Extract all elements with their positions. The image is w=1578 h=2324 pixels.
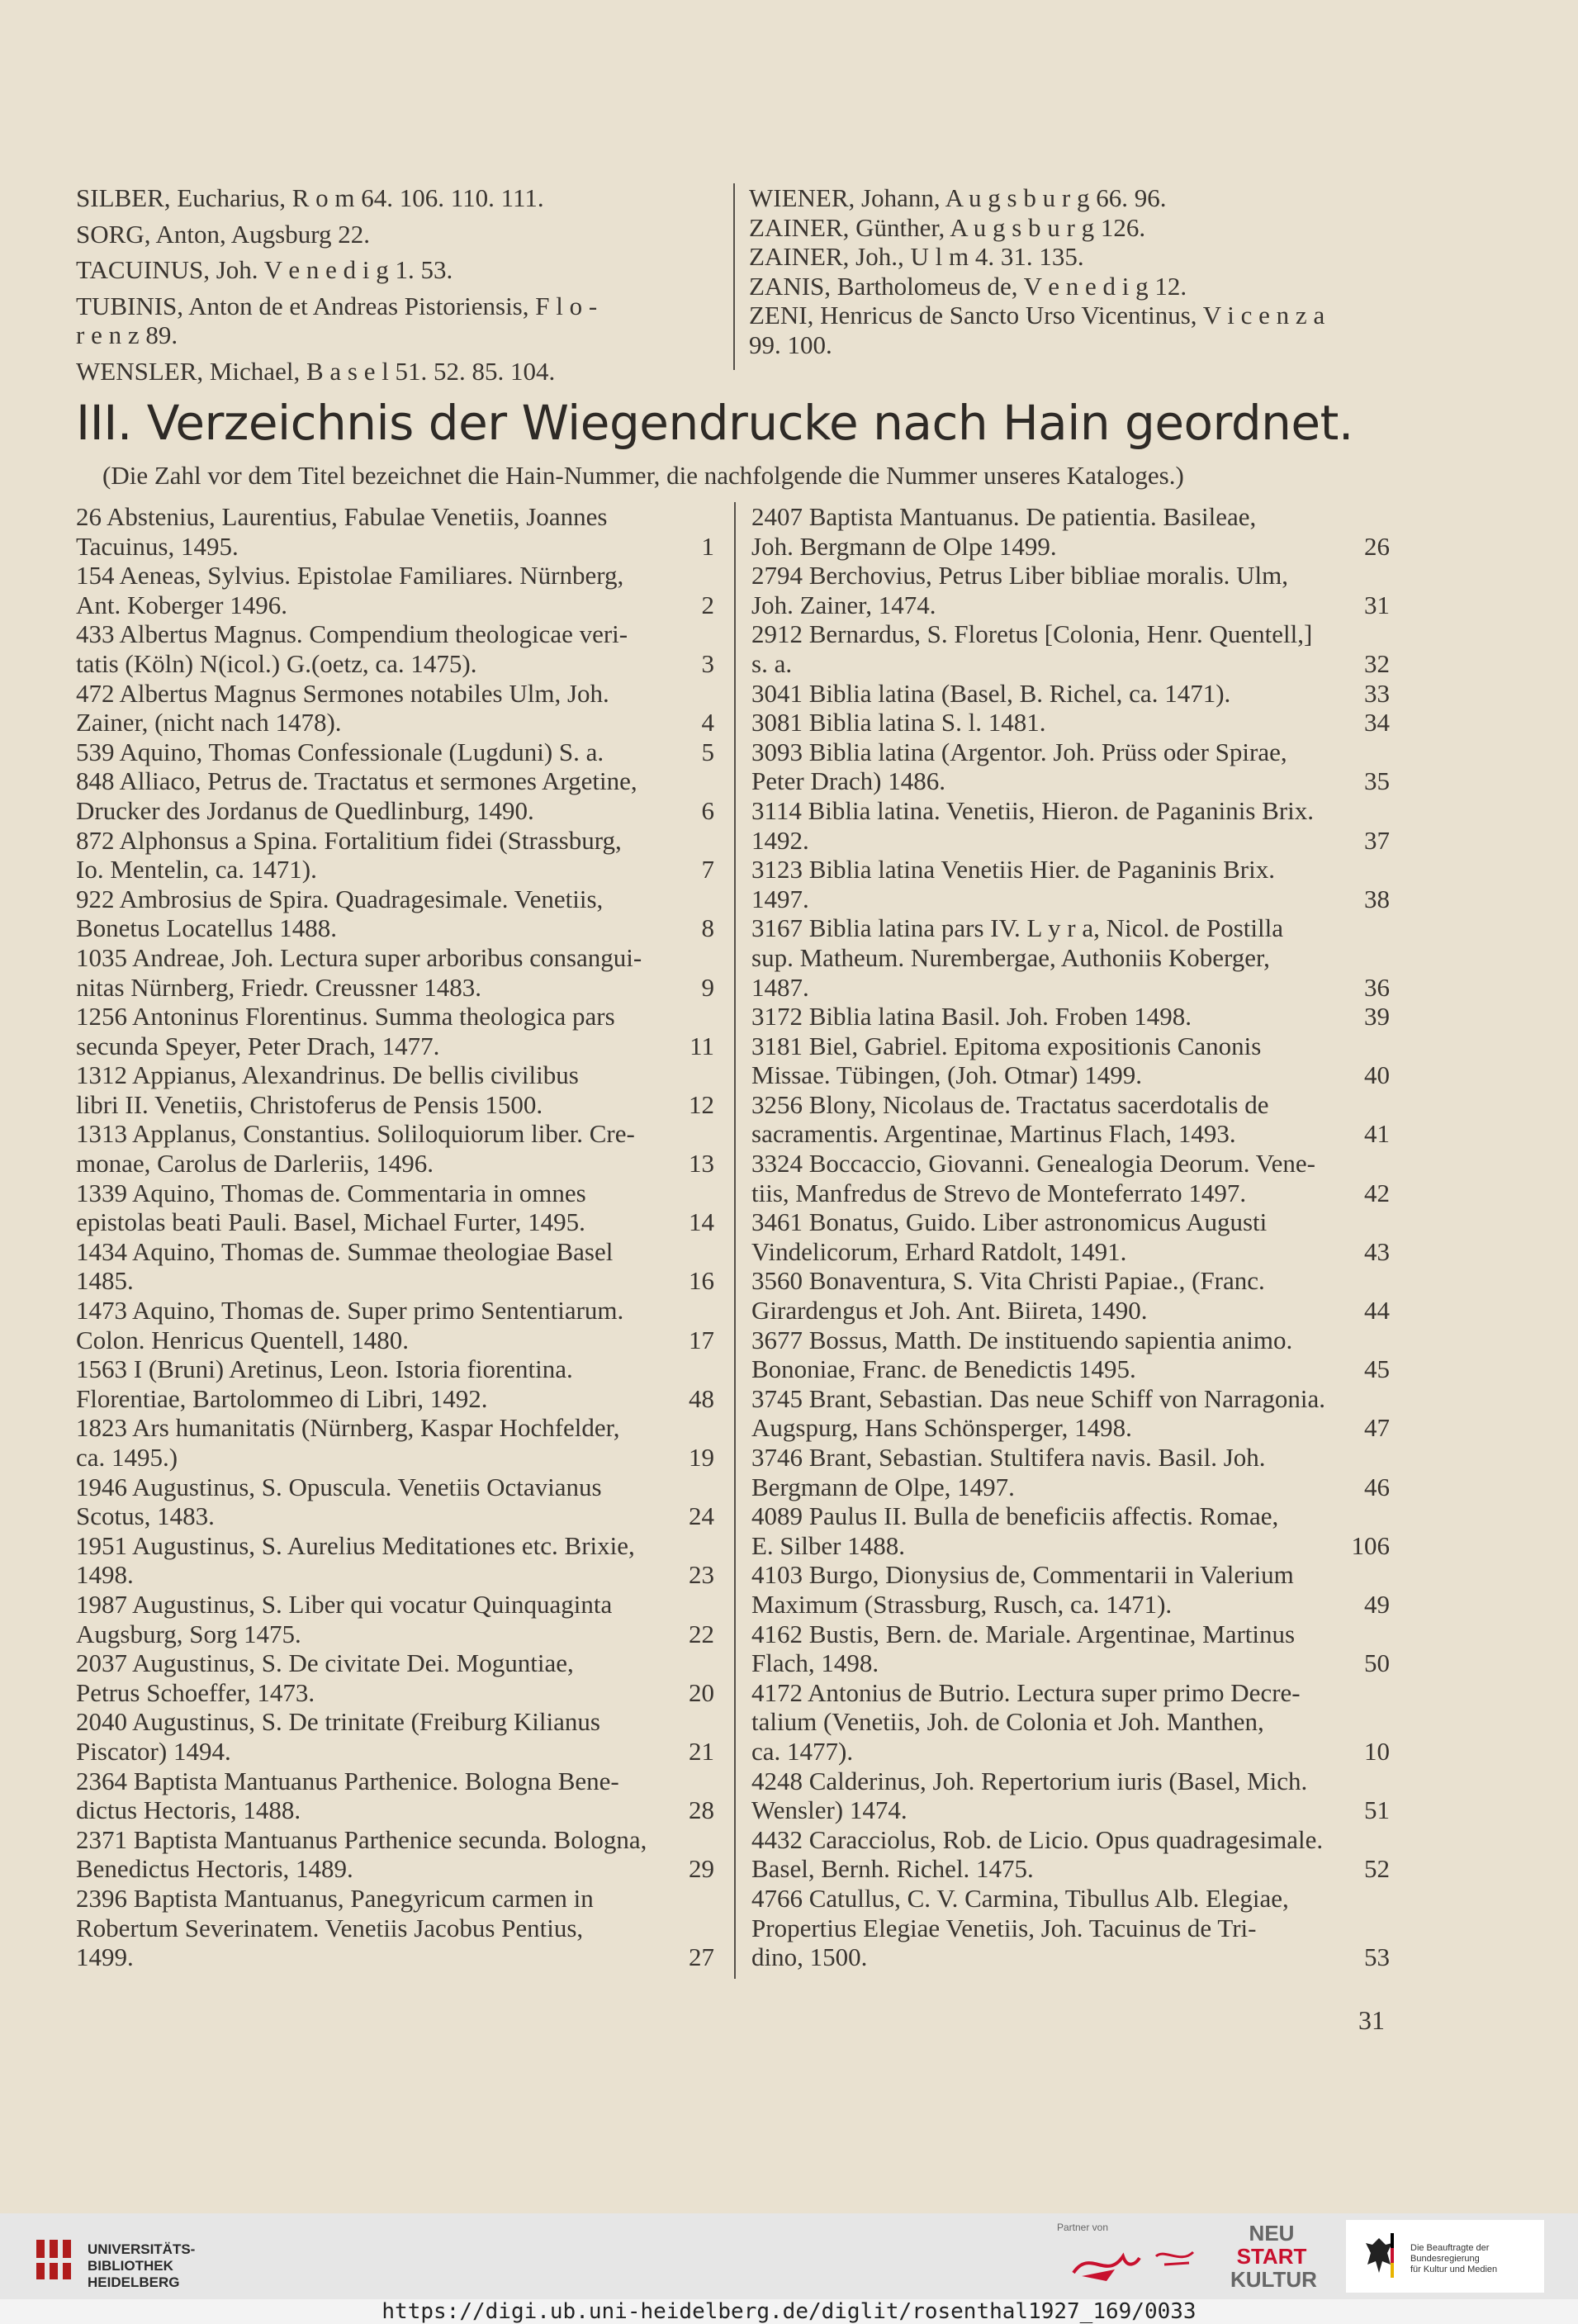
entry-line: 4172 Antonius de Butrio. Lectura super primo Decre- xyxy=(751,1677,1301,1707)
entry-line: E. Silber 1488. xyxy=(751,1530,905,1560)
catalog-number: 21 xyxy=(689,1736,714,1766)
ub-logo-line: HEIDELBERG xyxy=(88,2274,180,2290)
catalog-entry xyxy=(751,1825,1390,1884)
catalog-number: 9 xyxy=(701,972,714,1002)
ub-logo-line: BIBLIOTHEK xyxy=(88,2258,173,2274)
catalog-number: 1 xyxy=(701,531,714,561)
printer-index-left xyxy=(76,183,720,393)
section-heading: III. Verzeichnis der Wiegendrucke nach Hain geordnet. xyxy=(76,395,1353,451)
entry-line: Missae. Tübingen, (Joh. Otmar) 1499. xyxy=(751,1060,1142,1090)
entry-line: 848 Alliaco, Petrus de. Tractatus et sermones Argetine, xyxy=(76,766,637,796)
catalog-entry xyxy=(751,1207,1390,1266)
catalog-number: 51 xyxy=(1364,1795,1390,1825)
entry-line: Joh. Bergmann de Olpe 1499. xyxy=(751,531,1057,561)
catalog-number: 20 xyxy=(689,1677,714,1707)
catalog-number: 28 xyxy=(689,1795,714,1825)
entry-line: Maximum (Strassburg, Rusch, ca. 1471). xyxy=(751,1589,1173,1619)
entry-line: 1473 Aquino, Thomas de. Super primo Sententiarum. xyxy=(76,1296,624,1326)
entry-line: 1946 Augustinus, S. Opuscula. Venetiis Octavianus xyxy=(76,1472,602,1501)
catalog-entry xyxy=(76,1825,714,1884)
ub-logo-text xyxy=(88,2241,195,2291)
catalog-entry xyxy=(76,679,714,738)
catalog-number: 46 xyxy=(1364,1472,1390,1501)
bkm-logo[interactable] xyxy=(1346,2220,1544,2293)
entry-line: Petrus Schoeffer, 1473. xyxy=(76,1677,315,1707)
catalog-entry xyxy=(751,796,1390,855)
entry-line: 3172 Biblia latina Basil. Joh. Froben 1498. xyxy=(751,1002,1192,1032)
top-column-divider xyxy=(733,183,735,370)
entry-line: Benedictus Hectoris, 1489. xyxy=(76,1854,353,1884)
catalog-number: 47 xyxy=(1364,1413,1390,1443)
catalog-entry xyxy=(76,1179,714,1237)
page-number: 31 xyxy=(1358,2005,1385,2035)
catalog-column-left xyxy=(76,502,714,1972)
catalog-entry xyxy=(751,1678,1390,1767)
catalog-entry xyxy=(76,357,720,387)
catalog-number: 53 xyxy=(1364,1942,1390,1972)
catalog-number: 29 xyxy=(689,1854,714,1884)
entry-line: Bononiae, Franc. de Benedictis 1495. xyxy=(751,1354,1136,1384)
entry-line: 4766 Catullus, C. V. Carmina, Tibullus Alb. Elegiae, xyxy=(751,1883,1289,1913)
entry-line: Wensler) 1474. xyxy=(751,1795,907,1825)
catalog-entry xyxy=(751,1149,1390,1207)
catalog-column-right xyxy=(751,502,1390,1972)
bkm-line: Die Beauftragte der Bundesregierung xyxy=(1410,2243,1490,2264)
catalog-number: 31 xyxy=(1364,590,1390,619)
catalog-number: 48 xyxy=(689,1383,714,1413)
catalog-number: 24 xyxy=(689,1501,714,1531)
entry-line: 3745 Brant, Sebastian. Das neue Schiff von Narragonia. xyxy=(751,1383,1326,1413)
catalog-number: 3 xyxy=(701,648,714,678)
catalog-entry xyxy=(76,1648,714,1707)
catalog-entry xyxy=(751,1384,1390,1443)
catalog-entry xyxy=(76,561,714,619)
catalog-number: 27 xyxy=(689,1942,714,1972)
catalog-entry xyxy=(749,213,1393,243)
catalog-number: 26 xyxy=(1364,531,1390,561)
entry-line: WIENER, Johann, A u g s b u r g 66. 96. xyxy=(749,183,1167,212)
entry-line: tatis (Köln) N(icol.) G.(oetz, ca. 1475). xyxy=(76,648,477,678)
entry-line: 1256 Antoninus Florentinus. Summa theologica pars xyxy=(76,1002,615,1032)
entry-line: 154 Aeneas, Sylvius. Epistolae Familiares. Nürnberg, xyxy=(76,561,624,590)
entry-line: 2040 Augustinus, S. De trinitate (Freiburg Kilianus xyxy=(76,1707,600,1737)
entry-line: ca. 1477). xyxy=(751,1736,854,1766)
catalog-number: 35 xyxy=(1364,766,1390,796)
entry-line: 4248 Calderinus, Joh. Repertorium iuris (Basel, Mich. xyxy=(751,1766,1308,1795)
catalog-number: 14 xyxy=(689,1207,714,1237)
entry-line: 3093 Biblia latina (Argentor. Joh. Prüss oder Spirae, xyxy=(751,737,1287,766)
entry-line: SORG, Anton, Augsburg 22. xyxy=(76,219,370,249)
catalog-entry xyxy=(76,1413,714,1472)
catalog-entry xyxy=(751,1090,1390,1149)
entry-line: Peter Drach) 1486. xyxy=(751,766,945,796)
catalog-entry xyxy=(749,183,1393,213)
catalog-number: 36 xyxy=(1364,972,1390,1002)
entry-line: 872 Alphonsus a Spina. Fortalitium fidei (Strassburg, xyxy=(76,825,622,855)
entry-line: 1035 Andreae, Joh. Lectura super arboribus consangui- xyxy=(76,942,642,972)
entry-line: libri II. Venetiis, Christoferus de Pensis 1500. xyxy=(76,1089,543,1119)
entry-line: Bonetus Locatellus 1488. xyxy=(76,913,337,943)
entry-line: 3123 Biblia latina Venetiis Hier. de Paganinis Brix. xyxy=(751,855,1275,885)
entry-line: 2371 Baptista Mantuanus Parthenice secunda. Bologna, xyxy=(76,1824,647,1854)
catalog-entry xyxy=(76,1237,714,1296)
catalog-entry xyxy=(76,292,720,350)
page-url[interactable]: https://digi.ub.uni-heidelberg.de/diglit/rosenthal1927_169/0033 xyxy=(0,2299,1578,2324)
catalog-entry xyxy=(751,1443,1390,1501)
catalog-entry xyxy=(751,502,1390,561)
catalog-number: 17 xyxy=(689,1325,714,1354)
entry-line: ZENI, Henricus de Sancto Urso Vicentinus, V i c e n z a xyxy=(749,301,1325,330)
catalog-entry xyxy=(76,826,714,885)
entry-line: nitas Nürnberg, Friedr. Creussner 1483. xyxy=(76,972,482,1002)
catalog-entry xyxy=(751,708,1390,738)
entry-line: Augsburg, Sorg 1475. xyxy=(76,1619,301,1648)
catalog-number: 6 xyxy=(701,795,714,825)
entry-line: 1339 Aquino, Thomas de. Commentaria in omnes xyxy=(76,1178,586,1207)
catalog-entry xyxy=(751,1326,1390,1384)
entry-line: 3256 Blony, Nicolaus de. Tractatus sacerdotalis de xyxy=(751,1089,1269,1119)
catalog-entry xyxy=(76,1119,714,1178)
catalog-entry xyxy=(751,679,1390,709)
catalog-entry xyxy=(76,1884,714,1972)
entry-line: 3461 Bonatus, Guido. Liber astronomicus Augusti xyxy=(751,1207,1268,1237)
entry-line: Io. Mentelin, ca. 1471). xyxy=(76,855,317,885)
catalog-entry xyxy=(76,885,714,943)
ub-logo-icon xyxy=(31,2236,78,2283)
entry-line: Girardengus et Joh. Ant. Biireta, 1490. xyxy=(751,1296,1148,1326)
entry-line: sacramentis. Argentinae, Martinus Flach, 1493. xyxy=(751,1119,1236,1149)
catalog-entry xyxy=(751,1032,1390,1090)
catalog-entry xyxy=(76,1060,714,1119)
entry-line: ZANIS, Bartholomeus de, V e n e d i g 12. xyxy=(749,271,1187,301)
entry-line: 2794 Berchovius, Petrus Liber bibliae moralis. Ulm, xyxy=(751,561,1289,590)
catalog-number: 16 xyxy=(689,1266,714,1296)
ub-heidelberg-logo[interactable] xyxy=(31,2228,213,2303)
entry-line: 1485. xyxy=(76,1266,134,1296)
catalog-number: 32 xyxy=(1364,648,1390,678)
catalog-number: 8 xyxy=(701,913,714,943)
catalog-entry xyxy=(76,766,714,825)
entry-line: 1563 I (Bruni) Aretinus, Leon. Istoria fiorentina. xyxy=(76,1354,573,1384)
entry-line: Zainer, (nicht nach 1478). xyxy=(76,708,342,738)
catalog-entry xyxy=(751,1560,1390,1619)
entry-line: 3677 Bossus, Matth. De instituendo sapientia animo. xyxy=(751,1325,1293,1354)
entry-line: 2396 Baptista Mantuanus, Panegyricum carmen in xyxy=(76,1883,594,1913)
entry-line: WENSLER, Michael, B a s e l 51. 52. 85. 104. xyxy=(76,356,556,386)
entry-line: 4162 Bustis, Bern. de. Mariale. Argentinae, Martinus xyxy=(751,1619,1296,1648)
entry-line: Piscator) 1494. xyxy=(76,1736,231,1766)
entry-line: Ant. Koberger 1496. xyxy=(76,590,287,619)
catalog-entry xyxy=(751,738,1390,796)
catalog-entry xyxy=(76,1002,714,1060)
catalog-number: 12 xyxy=(689,1089,714,1119)
entry-line: 99. 100. xyxy=(749,330,832,359)
catalog-number: 52 xyxy=(1364,1854,1390,1884)
entry-line: Colon. Henricus Quentell, 1480. xyxy=(76,1325,409,1354)
entry-line: Joh. Zainer, 1474. xyxy=(751,590,936,619)
partner-label: Partner von xyxy=(1057,2222,1109,2233)
entry-line: 3081 Biblia latina S. l. 1481. xyxy=(751,708,1046,738)
entry-line: 1487. xyxy=(751,972,809,1002)
catalog-number: 40 xyxy=(1364,1060,1390,1090)
entry-line: 1951 Augustinus, S. Aurelius Meditationes etc. Brixie, xyxy=(76,1530,635,1560)
catalog-entry xyxy=(751,1884,1390,1972)
catalog-entry xyxy=(751,619,1390,678)
entry-line: 3324 Boccaccio, Giovanni. Genealogia Deorum. Vene- xyxy=(751,1149,1315,1179)
entry-line: Augspurg, Hans Schönsperger, 1498. xyxy=(751,1413,1132,1443)
catalog-entry xyxy=(749,272,1393,301)
catalog-entry xyxy=(751,1501,1390,1560)
entry-line: 1497. xyxy=(751,884,809,913)
entry-line: 3114 Biblia latina. Venetiis, Hieron. de Paganinis Brix. xyxy=(751,795,1315,825)
catalog-number: 45 xyxy=(1364,1354,1390,1384)
entry-line: 2364 Baptista Mantuanus Parthenice. Bologna Bene- xyxy=(76,1766,619,1795)
catalog-entry xyxy=(76,943,714,1002)
entry-line: sup. Matheum. Nurembergae, Authoniis Koberger, xyxy=(751,942,1270,972)
entry-line: monae, Carolus de Darleriis, 1496. xyxy=(76,1149,434,1179)
entry-line: Scotus, 1483. xyxy=(76,1501,215,1531)
entry-line: 2912 Bernardus, S. Floretus [Colonia, Henr. Quentell,] xyxy=(751,619,1313,649)
catalog-number: 5 xyxy=(701,737,714,766)
catalog-number: 43 xyxy=(1364,1236,1390,1266)
entry-line: 1499. xyxy=(76,1942,134,1972)
catalog-number: 37 xyxy=(1364,825,1390,855)
entry-line: 1498. xyxy=(76,1560,134,1590)
entry-line: 26 Abstenius, Laurentius, Fabulae Venetiis, Joannes xyxy=(76,502,608,531)
ub-logo-line: UNIVERSITÄTS- xyxy=(88,2241,196,2257)
catalog-entry xyxy=(76,1707,714,1766)
entry-line: 3560 Bonaventura, S. Vita Christi Papiae., (Franc. xyxy=(751,1266,1265,1296)
entry-line: Propertius Elegiae Venetiis, Joh. Tacuinus de Tri- xyxy=(751,1913,1257,1942)
entry-line: 2407 Baptista Mantuanus. De patientia. Basileae, xyxy=(751,502,1257,531)
catalog-entry xyxy=(76,1296,714,1354)
entry-line: dino, 1500. xyxy=(751,1942,868,1972)
entry-line: 472 Albertus Magnus Sermones notabiles Ulm, Joh. xyxy=(76,678,609,708)
catalog-entry xyxy=(751,913,1390,1002)
entry-line: tiis, Manfredus de Strevo de Monteferrato 1497. xyxy=(751,1178,1247,1207)
entry-line: 1823 Ars humanitatis (Nürnberg, Kaspar Hochfelder, xyxy=(76,1413,620,1443)
entry-line: 1492. xyxy=(751,825,809,855)
neustart-kultur-logo[interactable] xyxy=(1230,2221,1317,2304)
catalog-entry xyxy=(76,1590,714,1648)
entry-line: 539 Aquino, Thomas Confessionale (Lugduni) S. a. xyxy=(76,737,604,766)
catalog-number: 38 xyxy=(1364,884,1390,913)
catalog-number: 39 xyxy=(1364,1002,1390,1032)
entry-line: 2037 Augustinus, S. De civitate Dei. Moguntiae, xyxy=(76,1648,574,1678)
neustart-line-kultur: KULTUR xyxy=(1230,2267,1317,2292)
catalog-number: 11 xyxy=(689,1031,714,1060)
catalog-entry xyxy=(76,220,720,249)
catalog-entry xyxy=(76,619,714,678)
entry-line: 922 Ambrosius de Spira. Quadragesimale. Venetiis, xyxy=(76,884,604,913)
entry-line: dictus Hectoris, 1488. xyxy=(76,1795,301,1825)
ddb-logo-icon[interactable] xyxy=(1057,2240,1206,2289)
entry-line: secunda Speyer, Peter Drach, 1477. xyxy=(76,1031,440,1060)
entry-line: 3167 Biblia latina pars IV. L y r a, Nicol. de Postilla xyxy=(751,913,1284,943)
catalog-number: 34 xyxy=(1364,708,1390,738)
catalog-entry xyxy=(751,855,1390,913)
entry-line: 3041 Biblia latina (Basel, B. Richel, ca. 1471). xyxy=(751,678,1231,708)
catalog-number: 42 xyxy=(1364,1178,1390,1207)
entry-line: Florentiae, Bartolommeo di Libri, 1492. xyxy=(76,1383,488,1413)
catalog-number: 4 xyxy=(701,708,714,738)
catalog-entry xyxy=(76,1473,714,1531)
section-subheading: (Die Zahl vor dem Titel bezeichnet die Hain-Nummer, die nachfolgende die Nummer unseres Kataloges.) xyxy=(102,461,1184,490)
entry-line: Basel, Bernh. Richel. 1475. xyxy=(751,1854,1034,1884)
catalog-entry xyxy=(751,1620,1390,1678)
entry-line: Flach, 1498. xyxy=(751,1648,879,1678)
bkm-line: für Kultur und Medien xyxy=(1410,2265,1498,2274)
catalog-number: 22 xyxy=(689,1619,714,1648)
catalog-number: 49 xyxy=(1364,1589,1390,1619)
catalog-number: 44 xyxy=(1364,1296,1390,1326)
entry-line: TUBINIS, Anton de et Andreas Pistoriensis, F l o - xyxy=(76,291,598,320)
catalog-entry xyxy=(76,255,720,285)
entry-line: ZAINER, Günther, A u g s b u r g 126. xyxy=(749,212,1146,242)
entry-line: Drucker des Jordanus de Quedlinburg, 1490. xyxy=(76,795,534,825)
entry-line: ca. 1495.) xyxy=(76,1443,178,1472)
entry-line: 1312 Appianus, Alexandrinus. De bellis civilibus xyxy=(76,1060,579,1090)
entry-line: 4103 Burgo, Dionysius de, Commentarii in Valerium xyxy=(751,1560,1294,1590)
neustart-line-neu: NEU xyxy=(1249,2221,1295,2246)
catalog-entry xyxy=(76,1531,714,1590)
entry-line: Tacuinus, 1495. xyxy=(76,531,239,561)
entry-line: s. a. xyxy=(751,648,793,678)
entry-line: 1313 Applanus, Constantius. Soliloquiorum liber. Cre- xyxy=(76,1119,635,1149)
entry-line: SILBER, Eucharius, R o m 64. 106. 110. 111. xyxy=(76,183,544,212)
catalog-number: 106 xyxy=(1351,1530,1390,1560)
catalog-number: 19 xyxy=(689,1443,714,1472)
entry-line: TACUINUS, Joh. V e n e d i g 1. 53. xyxy=(76,255,453,285)
entry-line: r e n z 89. xyxy=(76,320,178,350)
catalog-entry xyxy=(76,1767,714,1825)
main-column-divider xyxy=(734,502,736,1979)
catalog-entry xyxy=(76,738,714,767)
entry-line: 4089 Paulus II. Bulla de beneficiis affectis. Romae, xyxy=(751,1501,1279,1531)
entry-line: 3181 Biel, Gabriel. Epitoma expositionis Canonis xyxy=(751,1031,1262,1060)
entry-line: 4432 Caracciolus, Rob. de Licio. Opus quadragesimale. xyxy=(751,1824,1324,1854)
entry-line: Vindelicorum, Erhard Ratdolt, 1491. xyxy=(751,1236,1127,1266)
catalog-number: 41 xyxy=(1364,1119,1390,1149)
catalog-entry xyxy=(751,1266,1390,1325)
catalog-entry xyxy=(751,1002,1390,1032)
catalog-entry xyxy=(76,1354,714,1413)
catalog-entry xyxy=(751,561,1390,619)
entry-line: 1987 Augustinus, S. Liber qui vocatur Quinquaginta xyxy=(76,1589,613,1619)
catalog-number: 2 xyxy=(701,590,714,619)
neustart-line-start: START xyxy=(1236,2244,1307,2269)
entry-line: talium (Venetiis, Joh. de Colonia et Joh. Manthen, xyxy=(751,1707,1264,1737)
catalog-entry xyxy=(751,1767,1390,1825)
entry-line: Robertum Severinatem. Venetiis Jacobus Pentius, xyxy=(76,1913,584,1942)
entry-line: 1434 Aquino, Thomas de. Summae theologiae Basel xyxy=(76,1236,614,1266)
catalog-entry xyxy=(749,242,1393,272)
catalog-number: 13 xyxy=(689,1149,714,1179)
printer-index-right xyxy=(749,183,1393,360)
catalog-number: 50 xyxy=(1364,1648,1390,1678)
catalog-number: 23 xyxy=(689,1560,714,1590)
entry-line: ZAINER, Joh., U l m 4. 31. 135. xyxy=(749,242,1084,272)
catalog-number: 10 xyxy=(1364,1736,1390,1766)
entry-line: 3746 Brant, Sebastian. Stultifera navis. Basil. Joh. xyxy=(751,1443,1266,1472)
catalog-number: 33 xyxy=(1364,678,1390,708)
eagle-icon xyxy=(1362,2232,1396,2281)
entry-line: 433 Albertus Magnus. Compendium theologicae veri- xyxy=(76,619,628,649)
catalog-entry xyxy=(76,183,720,213)
catalog-entry xyxy=(749,301,1393,359)
entry-line: epistolas beati Pauli. Basel, Michael Furter, 1495. xyxy=(76,1207,585,1237)
entry-line: Bergmann de Olpe, 1497. xyxy=(751,1472,1015,1501)
catalog-number: 7 xyxy=(701,855,714,885)
catalog-entry xyxy=(76,502,714,561)
